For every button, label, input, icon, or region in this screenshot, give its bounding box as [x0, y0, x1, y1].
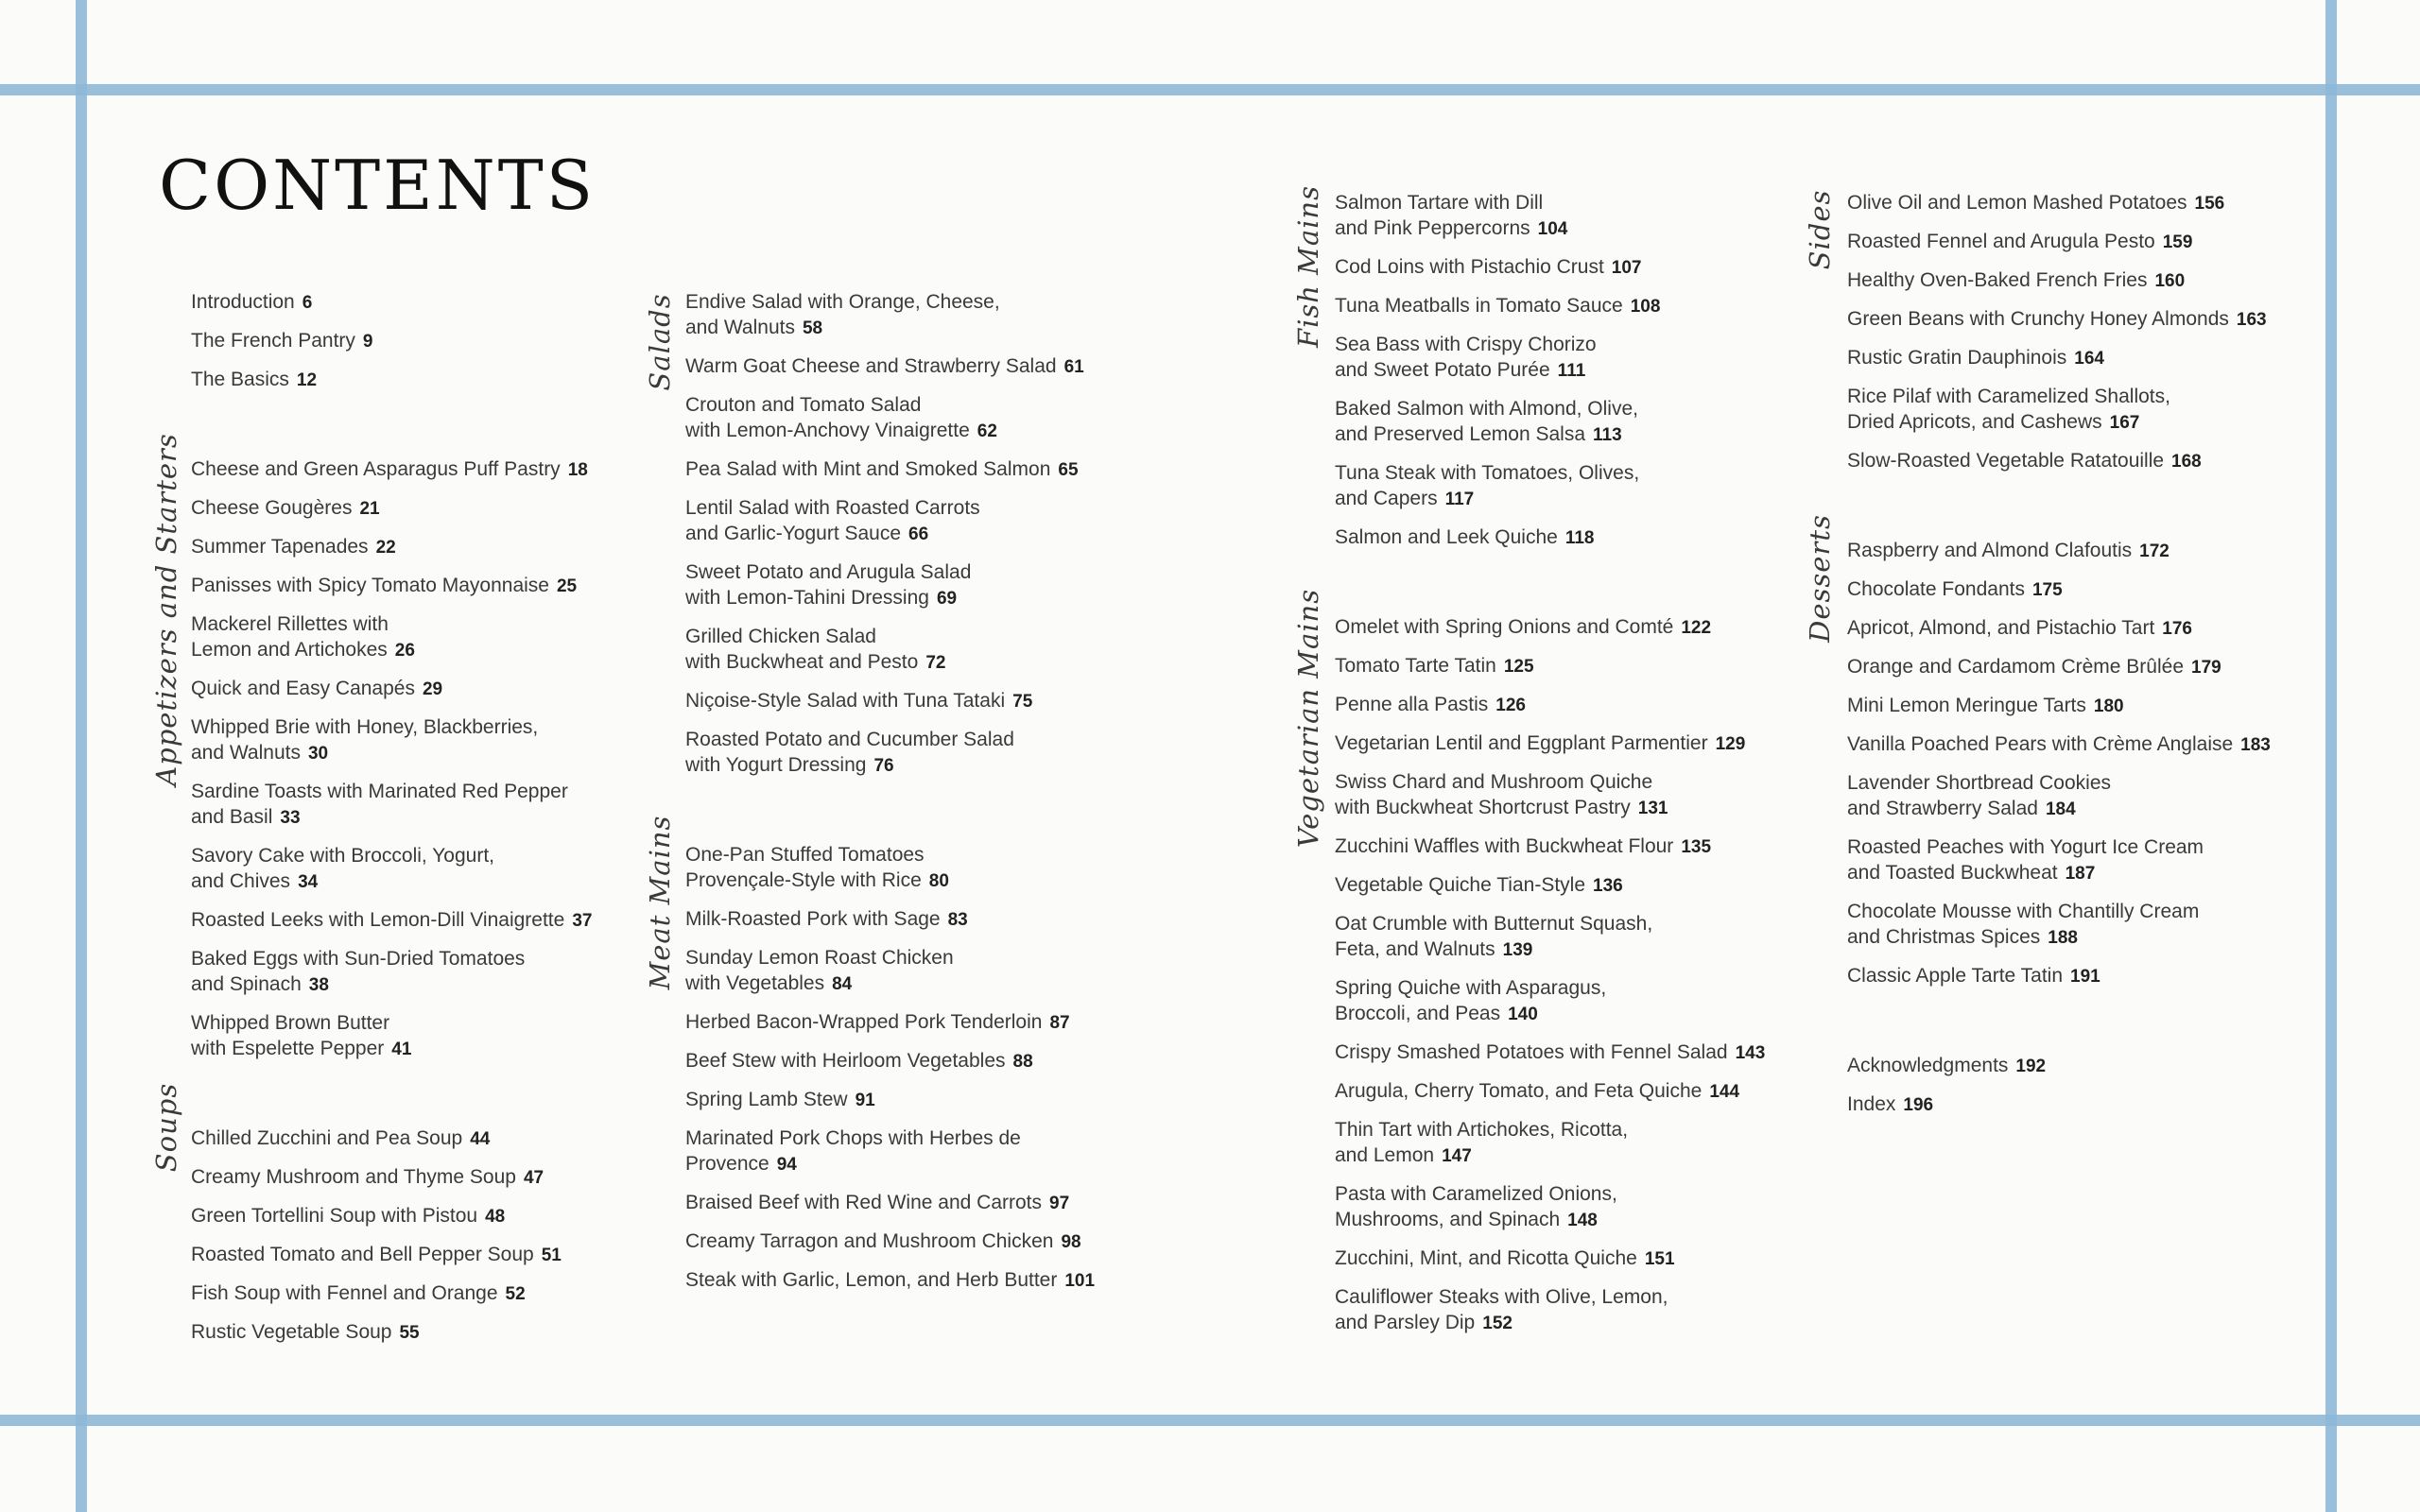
toc-entry-title: Herbed Bacon-Wrapped Pork Tenderloin — [685, 1011, 1043, 1033]
toc-entry-page: 118 — [1564, 528, 1595, 548]
toc-entry-page: 61 — [1063, 357, 1084, 377]
toc-entry-title: and Toasted Buckwheat — [1847, 862, 2058, 884]
toc-entry[interactable] — [1335, 1117, 1826, 1169]
toc-entry[interactable] — [1335, 692, 1826, 718]
page-title: CONTENTS — [159, 146, 596, 225]
toc-entry-title: and Pink Peppercorns — [1335, 217, 1530, 239]
toc-entry[interactable] — [191, 1242, 683, 1268]
toc-entry[interactable] — [1335, 769, 1826, 821]
toc-entry-title: Sunday Lemon Roast Chicken — [685, 947, 954, 969]
toc-entry-title: Healthy Oven-Baked French Fries — [1847, 269, 2148, 291]
toc-entry-title: Thin Tart with Artichokes, Ricotta, — [1335, 1119, 1629, 1141]
toc-entry-title: Broccoli, and Peas — [1335, 1003, 1501, 1024]
toc-entry[interactable] — [1335, 1181, 1826, 1233]
toc-entry[interactable] — [191, 1010, 683, 1062]
toc-entry[interactable] — [191, 534, 683, 560]
toc-entry-page: 87 — [1049, 1013, 1070, 1033]
toc-entry[interactable] — [1335, 396, 1826, 448]
left-stripe — [76, 0, 87, 1512]
toc-entry-page: 135 — [1681, 837, 1712, 857]
toc-entry[interactable] — [1847, 899, 2339, 951]
toc-entry-title: Summer Tapenades — [191, 536, 369, 558]
toc-entry-title: One-Pan Stuffed Tomatoes — [685, 844, 925, 866]
toc-entry-page: 72 — [925, 653, 946, 673]
toc-entry-title: Roasted Fennel and Arugula Pesto — [1847, 231, 2155, 252]
toc-entry-title: Cheese and Green Asparagus Puff Pastry — [191, 458, 561, 480]
toc-entry[interactable] — [1847, 538, 2339, 564]
toc-entry[interactable] — [191, 1125, 683, 1152]
toc-entry[interactable] — [1847, 963, 2339, 989]
toc-entry-page: 187 — [2065, 864, 2096, 884]
toc-entry-title: Rice Pilaf with Caramelized Shallots, — [1847, 386, 2170, 407]
toc-entry[interactable] — [191, 573, 683, 599]
toc-entry[interactable] — [685, 1087, 1177, 1113]
toc-entry-title: Tuna Meatballs in Tomato Sauce — [1335, 295, 1623, 317]
toc-entry-title: Provençale-Style with Rice — [685, 869, 922, 891]
toc-entry-title: Grilled Chicken Salad — [685, 626, 876, 647]
toc-entry-page: 98 — [1061, 1232, 1081, 1252]
toc-entry-title: Braised Beef with Red Wine and Carrots — [685, 1192, 1043, 1213]
toc-entry-title: Penne alla Pastis — [1335, 694, 1489, 715]
toc-entry-page: 38 — [308, 975, 329, 995]
toc-entry-title: Chocolate Mousse with Chantilly Cream — [1847, 901, 2200, 922]
toc-entry-title: Salmon and Leek Quiche — [1335, 526, 1558, 548]
toc-entry-page: 62 — [977, 421, 997, 441]
toc-entry[interactable] — [1335, 1246, 1826, 1272]
toc-entry[interactable] — [1335, 293, 1826, 319]
toc-entry-page: 140 — [1508, 1005, 1538, 1024]
toc-entry-title: and Sweet Potato Purée — [1335, 359, 1550, 381]
toc-entry-title: Marinated Pork Chops with Herbes de — [685, 1127, 1021, 1149]
toc-entry-page: 29 — [422, 679, 443, 699]
toc-entry-title: Roasted Peaches with Yogurt Ice Cream — [1847, 836, 2204, 858]
toc-entry[interactable] — [685, 906, 1177, 933]
toc-entry-page: 25 — [556, 576, 578, 596]
section-label-sides: Sides — [1804, 189, 1836, 270]
toc-entry-title: and Walnuts — [685, 317, 795, 338]
toc-entry-page: 84 — [832, 974, 853, 994]
toc-entry-page: 148 — [1567, 1211, 1598, 1230]
toc-entry-title: Apricot, Almond, and Pistachio Tart — [1847, 617, 2155, 639]
toc-entry[interactable] — [191, 1164, 683, 1191]
toc-entry-title: with Vegetables — [685, 972, 825, 994]
toc-entry[interactable] — [1847, 576, 2339, 603]
toc-entry[interactable] — [1847, 448, 2339, 474]
toc-entry[interactable] — [685, 353, 1177, 380]
toc-entry[interactable] — [685, 1228, 1177, 1255]
toc-entry[interactable] — [1847, 693, 2339, 719]
toc-entry-title: Oat Crumble with Butternut Squash, — [1335, 913, 1653, 935]
toc-entry-page: 51 — [541, 1246, 562, 1265]
toc-entry[interactable] — [1335, 653, 1826, 679]
toc-entry[interactable] — [1847, 1091, 2339, 1118]
toc-entry[interactable] — [191, 714, 683, 766]
toc-entry-title: Pea Salad with Mint and Smoked Salmon — [685, 458, 1051, 480]
toc-entry-title: Vegetarian Lentil and Eggplant Parmentier — [1335, 732, 1708, 754]
toc-entry-page: 160 — [2154, 271, 2186, 291]
toc-entry-page: 44 — [470, 1129, 491, 1149]
section-gap — [685, 791, 1177, 842]
section-label-vegetarian-mains: Vegetarian Mains — [1292, 588, 1324, 849]
toc-entry-title: Olive Oil and Lemon Mashed Potatoes — [1847, 192, 2187, 214]
toc-entry-title: Rustic Vegetable Soup — [191, 1321, 392, 1343]
toc-entry-title: Milk-Roasted Pork with Sage — [685, 908, 941, 930]
toc-entry[interactable] — [1335, 614, 1826, 641]
toc-entry-title: Savory Cake with Broccoli, Yogurt, — [191, 845, 494, 867]
toc-entry-page: 152 — [1482, 1314, 1512, 1333]
toc-entry-title: Roasted Potato and Cucumber Salad — [685, 729, 1014, 750]
toc-entry-title: and Spinach — [191, 973, 302, 995]
toc-entry[interactable] — [191, 456, 683, 483]
toc-entry-page: 91 — [855, 1091, 875, 1110]
toc-entry-title: Warm Goat Cheese and Strawberry Salad — [685, 355, 1057, 377]
toc-entry-title: Introduction — [191, 291, 295, 313]
toc-entry-title: Tuna Steak with Tomatoes, Olives, — [1335, 462, 1640, 484]
section-gap — [191, 405, 683, 456]
toc-entry-page: 163 — [2236, 310, 2267, 330]
toc-entry-page: 33 — [280, 808, 301, 828]
toc-entry[interactable] — [1847, 267, 2339, 294]
toc-entry-page: 6 — [302, 293, 313, 313]
toc-entry-page: 184 — [2045, 799, 2076, 819]
toc-entry-page: 151 — [1644, 1249, 1675, 1269]
toc-entry-title: Roasted Tomato and Bell Pepper Soup — [191, 1244, 534, 1265]
toc-entry[interactable] — [191, 495, 683, 522]
toc-entry[interactable] — [191, 779, 683, 831]
toc-entry[interactable] — [1847, 654, 2339, 680]
toc-entry-title: and Garlic-Yogurt Sauce — [685, 523, 902, 544]
toc-entry[interactable] — [191, 1280, 683, 1307]
toc-entry-title: and Capers — [1335, 488, 1438, 509]
toc-entry-page: 175 — [2031, 580, 2063, 600]
section-label-soups: Soups — [150, 1082, 182, 1173]
toc-column-2 — [685, 289, 1177, 1306]
toc-entry-title: Mackerel Rillettes with — [191, 613, 389, 635]
toc-column-1 — [191, 289, 683, 1358]
toc-entry[interactable] — [685, 559, 1177, 611]
toc-entry-title: Zucchini Waffles with Buckwheat Flour — [1335, 835, 1674, 857]
toc-entry[interactable] — [1847, 384, 2339, 436]
toc-entry[interactable] — [685, 1009, 1177, 1036]
toc-entry-page: 144 — [1709, 1082, 1740, 1102]
toc-entry-title: with Buckwheat and Pesto — [685, 651, 919, 673]
toc-entry[interactable] — [1335, 730, 1826, 757]
toc-entry-page: 147 — [1442, 1146, 1472, 1166]
toc-entry[interactable] — [1335, 332, 1826, 384]
toc-entry[interactable] — [191, 328, 683, 354]
toc-entry[interactable] — [191, 946, 683, 998]
section-label-desserts: Desserts — [1804, 514, 1836, 643]
toc-entry-page: 12 — [296, 370, 318, 390]
toc-entry-title: Raspberry and Almond Clafoutis — [1847, 540, 2133, 561]
toc-entry-page: 18 — [567, 460, 588, 480]
toc-entry[interactable] — [1847, 834, 2339, 886]
toc-entry-page: 107 — [1611, 258, 1642, 278]
toc-entry-title: Niçoise-Style Salad with Tuna Tataki — [685, 690, 1006, 712]
toc-entry-title: Slow-Roasted Vegetable Ratatouille — [1847, 450, 2165, 472]
toc-entry-page: 180 — [2093, 696, 2124, 716]
toc-entry-title: Acknowledgments — [1847, 1055, 2009, 1076]
toc-entry-title: Arugula, Cherry Tomato, and Feta Quiche — [1335, 1080, 1703, 1102]
toc-entry[interactable] — [1335, 524, 1826, 551]
toc-entry[interactable] — [1847, 306, 2339, 333]
toc-entry-page: 168 — [2171, 452, 2202, 472]
toc-entry-title: Pasta with Caramelized Onions, — [1335, 1183, 1617, 1205]
section-label-fish-mains: Fish Mains — [1292, 185, 1324, 348]
toc-entry-page: 188 — [2048, 928, 2078, 948]
toc-entry-title: and Chives — [191, 870, 291, 892]
toc-entry-page: 22 — [375, 538, 396, 558]
toc-entry-title: Green Beans with Crunchy Honey Almonds — [1847, 308, 2229, 330]
toc-entry-title: Spring Lamb Stew — [685, 1089, 848, 1110]
toc-entry[interactable] — [685, 495, 1177, 547]
toc-entry-title: Sardine Toasts with Marinated Red Pepper — [191, 781, 568, 802]
bottom-stripe — [0, 1415, 2420, 1426]
toc-entry[interactable] — [1847, 190, 2339, 216]
toc-entry[interactable] — [685, 945, 1177, 997]
toc-entry[interactable] — [685, 1267, 1177, 1294]
section-label-appetizers: Appetizers and Starters — [150, 433, 182, 786]
toc-entry[interactable] — [1335, 975, 1826, 1027]
toc-entry[interactable] — [1335, 1040, 1826, 1066]
toc-entry-title: Mushrooms, and Spinach — [1335, 1209, 1561, 1230]
toc-entry-title: Baked Eggs with Sun-Dried Tomatoes — [191, 948, 526, 970]
toc-entry-title: Beef Stew with Heirloom Vegetables — [685, 1050, 1006, 1072]
toc-entry-title: The French Pantry — [191, 330, 355, 352]
toc-entry-title: with Espelette Pepper — [191, 1038, 385, 1059]
toc-column-4 — [1847, 190, 2339, 1130]
toc-entry-page: 83 — [947, 910, 968, 930]
toc-entry-page: 47 — [523, 1168, 544, 1188]
section-gap — [1847, 1002, 2339, 1053]
toc-entry-title: Roasted Leeks with Lemon-Dill Vinaigrette — [191, 909, 565, 931]
toc-entry-title: Feta, and Walnuts — [1335, 938, 1495, 960]
toc-entry-page: 75 — [1012, 692, 1033, 712]
toc-entry-title: with Yogurt Dressing — [685, 754, 867, 776]
toc-entry-page: 21 — [359, 499, 380, 519]
toc-entry-page: 65 — [1058, 460, 1079, 480]
toc-column-3 — [1335, 190, 1826, 1349]
toc-entry-page: 101 — [1064, 1271, 1096, 1291]
toc-entry-title: Omelet with Spring Onions and Comté — [1335, 616, 1674, 638]
toc-entry-title: and Christmas Spices — [1847, 926, 2041, 948]
toc-entry-title: Crouton and Tomato Salad — [685, 394, 922, 416]
toc-entry-title: Panisses with Spicy Tomato Mayonnaise — [191, 575, 549, 596]
toc-entry-title: The Basics — [191, 369, 289, 390]
toc-entry-title: Classic Apple Tarte Tatin — [1847, 965, 2064, 987]
toc-entry[interactable] — [191, 676, 683, 702]
toc-entry-page: 34 — [298, 872, 319, 892]
toc-entry[interactable] — [685, 688, 1177, 714]
toc-entry-page: 159 — [2162, 232, 2193, 252]
toc-entry-title: Provence — [685, 1153, 769, 1175]
toc-entry-title: Rustic Gratin Dauphinois — [1847, 347, 2067, 369]
toc-entry[interactable] — [1847, 1053, 2339, 1079]
toc-entry-title: Salmon Tartare with Dill — [1335, 192, 1544, 214]
toc-entry-page: 88 — [1012, 1052, 1033, 1072]
toc-entry-page: 179 — [2191, 658, 2221, 678]
toc-entry-title: and Parsley Dip — [1335, 1312, 1476, 1333]
toc-entry-page: 136 — [1593, 876, 1623, 896]
toc-entry[interactable] — [1335, 872, 1826, 899]
toc-entry[interactable] — [685, 624, 1177, 676]
toc-entry-title: and Strawberry Salad — [1847, 798, 2038, 819]
toc-entry-title: Fish Soup with Fennel and Orange — [191, 1282, 498, 1304]
toc-entry-title: Lavender Shortbread Cookies — [1847, 772, 2112, 794]
toc-entry-page: 9 — [362, 332, 373, 352]
toc-entry-title: Mini Lemon Meringue Tarts — [1847, 695, 2086, 716]
toc-entry[interactable] — [1335, 190, 1826, 242]
toc-entry-page: 125 — [1503, 657, 1534, 677]
toc-entry-title: Cod Loins with Pistachio Crust — [1335, 256, 1604, 278]
toc-entry-page: 80 — [928, 871, 949, 891]
toc-entry-page: 69 — [936, 589, 958, 609]
toc-entry[interactable] — [1847, 770, 2339, 822]
toc-entry[interactable] — [191, 367, 683, 393]
toc-entry[interactable] — [191, 1203, 683, 1229]
toc-entry[interactable] — [1335, 254, 1826, 281]
toc-entry-title: Baked Salmon with Almond, Olive, — [1335, 398, 1638, 420]
toc-entry-page: 55 — [399, 1323, 420, 1343]
toc-entry-page: 139 — [1502, 940, 1533, 960]
toc-entry-page: 126 — [1495, 696, 1526, 715]
toc-entry-title: Whipped Brie with Honey, Blackberries, — [191, 716, 539, 738]
toc-entry-page: 94 — [776, 1155, 797, 1175]
toc-entry-page: 131 — [1637, 799, 1668, 818]
toc-entry-title: Crispy Smashed Potatoes with Fennel Salad — [1335, 1041, 1728, 1063]
toc-entry-title: Sea Bass with Crispy Chorizo — [1335, 334, 1597, 355]
toc-entry-title: Dried Apricots, and Cashews — [1847, 411, 2102, 433]
toc-entry-title: Zucchini, Mint, and Ricotta Quiche — [1335, 1247, 1637, 1269]
toc-entry-title: Whipped Brown Butter — [191, 1012, 390, 1034]
toc-entry-page: 164 — [2074, 349, 2104, 369]
toc-entry[interactable] — [191, 843, 683, 895]
toc-entry-page: 41 — [391, 1040, 412, 1059]
toc-entry[interactable] — [685, 456, 1177, 483]
toc-entry-title: Lemon and Artichokes — [191, 639, 388, 661]
toc-entry-title: Cheese Gougères — [191, 497, 353, 519]
toc-entry-page: 192 — [2015, 1057, 2047, 1076]
toc-entry-page: 26 — [394, 641, 415, 661]
toc-entry-page: 117 — [1444, 490, 1475, 509]
toc-entry-page: 172 — [2139, 541, 2169, 561]
toc-entry[interactable] — [685, 1190, 1177, 1216]
toc-entry-page: 143 — [1735, 1043, 1766, 1063]
toc-entry-title: and Walnuts — [191, 742, 301, 764]
toc-entry[interactable] — [685, 1048, 1177, 1074]
toc-entry-title: with Buckwheat Shortcrust Pastry — [1335, 797, 1631, 818]
toc-entry-title: Lentil Salad with Roasted Carrots — [685, 497, 980, 519]
toc-entry[interactable] — [1335, 1078, 1826, 1105]
toc-entry[interactable] — [191, 907, 683, 934]
toc-entry-title: and Lemon — [1335, 1144, 1435, 1166]
section-gap — [1335, 563, 1826, 614]
section-gap — [1847, 487, 2339, 538]
toc-entry-title: Tomato Tarte Tatin — [1335, 655, 1496, 677]
toc-entry-page: 108 — [1630, 297, 1661, 317]
toc-entry-title: and Basil — [191, 806, 273, 828]
toc-entry-title: Index — [1847, 1093, 1896, 1115]
toc-entry-page: 30 — [307, 744, 329, 764]
toc-entry[interactable] — [685, 289, 1177, 341]
toc-entry-page: 196 — [1903, 1095, 1934, 1115]
toc-entry-title: Chilled Zucchini and Pea Soup — [191, 1127, 463, 1149]
toc-entry-title: with Lemon-Anchovy Vinaigrette — [685, 420, 970, 441]
toc-entry-page: 48 — [485, 1207, 506, 1227]
toc-entry-page: 183 — [2240, 735, 2271, 755]
toc-entry[interactable] — [685, 842, 1177, 894]
toc-entry[interactable] — [191, 611, 683, 663]
toc-entry[interactable] — [685, 727, 1177, 779]
toc-entry[interactable] — [1335, 833, 1826, 860]
toc-entry-title: and Preserved Lemon Salsa — [1335, 423, 1585, 445]
toc-entry[interactable] — [685, 1125, 1177, 1177]
toc-entry-page: 104 — [1537, 219, 1568, 239]
toc-entry[interactable] — [1847, 345, 2339, 371]
toc-entry[interactable] — [1847, 731, 2339, 758]
toc-entry-page: 97 — [1049, 1194, 1070, 1213]
toc-entry-page: 156 — [2194, 194, 2225, 214]
toc-entry-page: 122 — [1681, 618, 1712, 638]
toc-entry-page: 129 — [1715, 734, 1746, 754]
toc-entry[interactable] — [1335, 460, 1826, 512]
toc-entry[interactable] — [1335, 911, 1826, 963]
toc-entry-title: Creamy Tarragon and Mushroom Chicken — [685, 1230, 1054, 1252]
toc-entry[interactable] — [191, 289, 683, 316]
toc-entry-title: Endive Salad with Orange, Cheese, — [685, 291, 1000, 313]
section-label-salads: Salads — [644, 293, 676, 391]
toc-entry-title: Vanilla Poached Pears with Crème Anglaise — [1847, 733, 2234, 755]
toc-entry-page: 191 — [2070, 967, 2100, 987]
toc-entry-title: Orange and Cardamom Crème Brûlée — [1847, 656, 2184, 678]
toc-entry-title: Chocolate Fondants — [1847, 578, 2025, 600]
toc-entry[interactable] — [1847, 229, 2339, 255]
toc-entry-title: Sweet Potato and Arugula Salad — [685, 561, 972, 583]
section-label-meat-mains: Meat Mains — [644, 815, 676, 990]
toc-entry-page: 52 — [505, 1284, 526, 1304]
toc-entry-title: Green Tortellini Soup with Pistou — [191, 1205, 478, 1227]
toc-entry-title: Steak with Garlic, Lemon, and Herb Butter — [685, 1269, 1058, 1291]
toc-entry-title: Cauliflower Steaks with Olive, Lemon, — [1335, 1286, 1668, 1308]
toc-entry[interactable] — [685, 392, 1177, 444]
toc-entry-title: Swiss Chard and Mushroom Quiche — [1335, 771, 1653, 793]
toc-entry-page: 37 — [572, 911, 593, 931]
toc-entry-title: Creamy Mushroom and Thyme Soup — [191, 1166, 516, 1188]
toc-entry[interactable] — [191, 1319, 683, 1346]
toc-entry[interactable] — [1847, 615, 2339, 642]
toc-entry-page: 167 — [2109, 413, 2140, 433]
section-gap — [191, 1074, 683, 1125]
toc-entry-title: Spring Quiche with Asparagus, — [1335, 977, 1607, 999]
toc-entry-title: Vegetable Quiche Tian-Style — [1335, 874, 1586, 896]
toc-entry-page: 113 — [1593, 425, 1622, 445]
toc-entry-title: with Lemon-Tahini Dressing — [685, 587, 929, 609]
toc-entry-page: 111 — [1557, 361, 1586, 381]
toc-entry-page: 66 — [908, 524, 929, 544]
toc-entry[interactable] — [1335, 1284, 1826, 1336]
top-stripe — [0, 84, 2420, 95]
toc-entry-page: 76 — [873, 756, 894, 776]
toc-entry-page: 176 — [2162, 619, 2192, 639]
toc-entry-page: 58 — [802, 318, 823, 338]
toc-entry-title: Quick and Easy Canapés — [191, 678, 415, 699]
